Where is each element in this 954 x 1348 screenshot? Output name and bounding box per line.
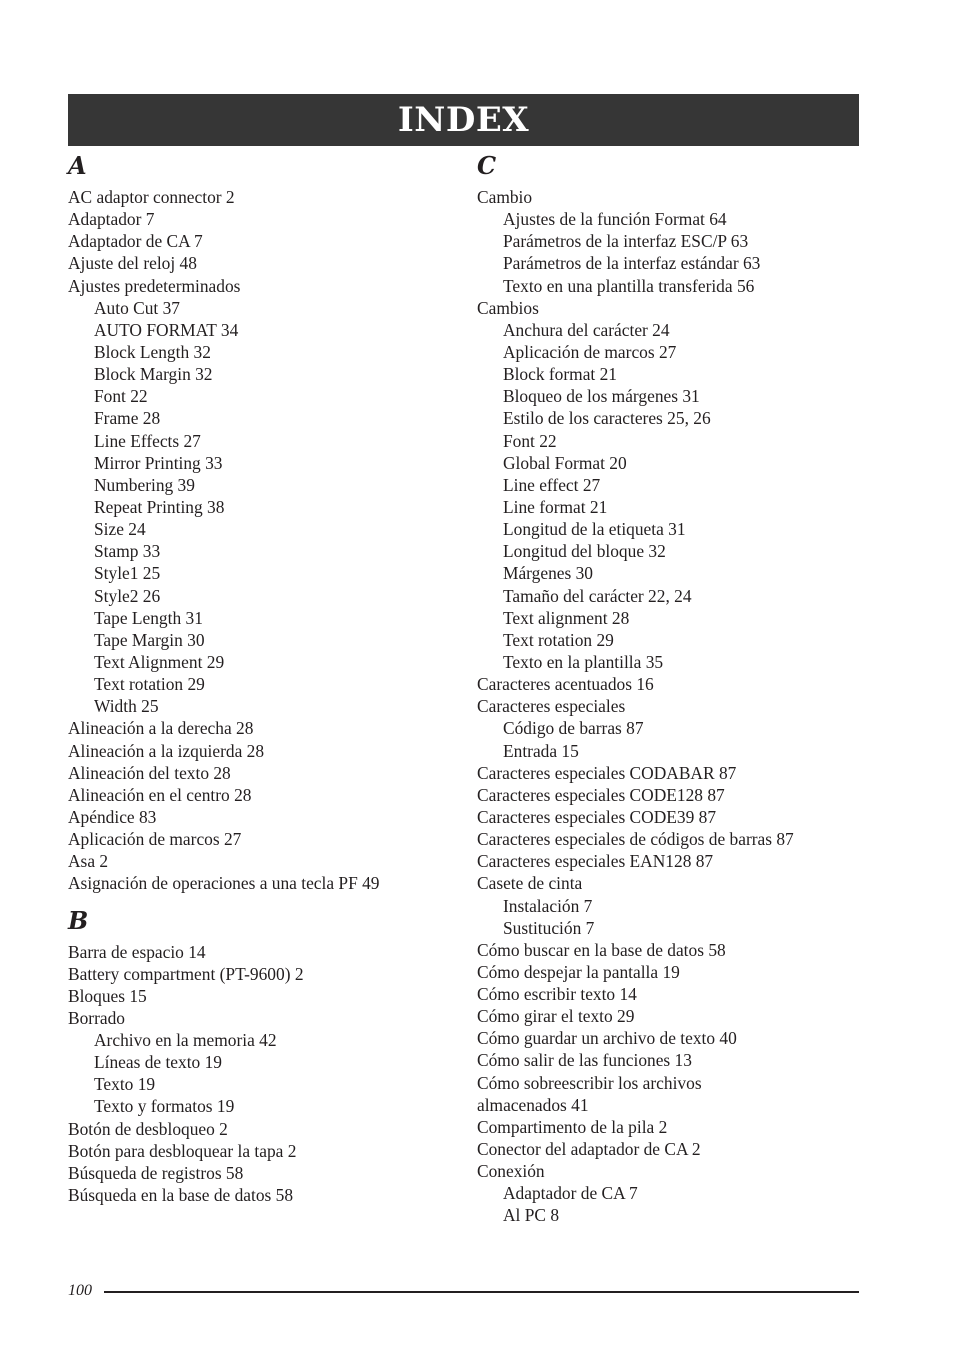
index-entry: Conector del adaptador de CA 2 [477,1139,701,1160]
index-entry: Alineación en el centro 28 [68,784,252,805]
index-entry: Aplicación de marcos 27 [68,829,242,850]
section-letter-c: C [477,151,497,180]
index-subentry: Style2 26 [94,585,161,606]
index-entry: Caracteres especiales [477,696,626,717]
index-subentry: Size 24 [94,519,146,540]
index-entry: Botón de desbloqueo 2 [68,1118,228,1139]
index-column-right [477,150,877,1227]
index-entry: Conexión [477,1161,545,1182]
index-entry: Battery compartment (PT-9600) 2 [68,963,304,984]
index-entry: Cómo guardar un archivo de texto 40 [477,1028,737,1049]
index-entry: Ajustes predeterminados [68,275,241,296]
index-subentry: Frame 28 [94,408,161,429]
index-subentry: Style1 25 [94,563,161,584]
index-entry: Caracteres especiales EAN128 87 [477,851,714,872]
index-subentry: Sustitución 7 [503,917,595,938]
index-subentry: Tape Length 31 [94,607,203,628]
index-entry: AC adaptor connector 2 [68,187,235,207]
index-subentry: Anchura del carácter 24 [503,319,670,340]
index-subentry: Parámetros de la interfaz ESC/P 63 [503,231,749,252]
index-subentry: Line effect 27 [503,474,601,495]
index-subentry: Block Margin 32 [94,364,213,385]
index-subentry: Auto Cut 37 [94,297,180,318]
index-subentry: Block Length 32 [94,341,211,362]
index-entry: Casete de cinta [477,873,583,894]
index-subentry: Text alignment 28 [503,607,630,628]
index-entry: Cambios [477,297,539,318]
index-entry: Búsqueda de registros 58 [68,1162,244,1183]
index-subentry: Font 22 [503,430,557,451]
index-entry: Adaptador de CA 7 [68,231,203,252]
index-subentry: Tamaño del carácter 22, 24 [503,585,692,606]
index-subentry: Entrada 15 [503,740,579,761]
index-entry: Alineación del texto 28 [68,762,231,783]
index-entry: Cómo girar el texto 29 [477,1006,635,1027]
index-entry: almacenados 41 [477,1094,589,1115]
index-subentry: Line Effects 27 [94,430,201,451]
index-subentry: Instalación 7 [503,895,593,916]
index-entry: Asa 2 [68,851,109,872]
index-entry: Caracteres especiales CODE128 87 [477,784,725,805]
entry-list-c [477,186,877,1227]
index-entry: Alineación a la derecha 28 [68,718,254,739]
index-title-banner [68,94,859,146]
index-subentry: Tape Margin 30 [94,629,205,650]
index-entry: Cómo buscar en la base de datos 58 [477,939,726,960]
index-subentry: AUTO FORMAT 34 [94,319,239,340]
index-entry: Barra de espacio 14 [68,941,206,962]
index-entry: Cómo escribir texto 14 [477,984,637,1005]
index-subentry: Estilo de los caracteres 25, 26 [503,408,711,429]
index-subentry: Texto 19 [94,1074,156,1095]
index-entry: Bloques 15 [68,985,147,1006]
index-entry: Cambio [477,187,533,207]
index-subentry: Longitud del bloque 32 [503,541,666,562]
index-subentry: Font 22 [94,386,148,407]
index-subentry: Longitud de la etiqueta 31 [503,519,686,540]
index-subentry: Bloqueo de los márgenes 31 [503,386,700,407]
index-subentry: Texto en la plantilla 35 [503,651,664,672]
index-entry: Cómo despejar la pantalla 19 [477,961,680,982]
index-entry: Caracteres especiales de códigos de barras 87 [477,829,794,850]
index-subentry: Márgenes 30 [503,563,593,584]
page-title: INDEX [397,100,530,140]
index-subentry: Al PC 8 [503,1205,560,1226]
index-subentry: Repeat Printing 38 [94,496,225,517]
index-subentry: Archivo en la memoria 42 [94,1030,277,1051]
index-entry: Ajuste del reloj 48 [68,253,197,274]
index-subentry: Ajustes de la función Format 64 [503,209,727,230]
index-entry: Caracteres especiales CODE39 87 [477,806,717,827]
index-subentry: Stamp 33 [94,541,161,562]
index-subentry: Text rotation 29 [94,674,205,695]
index-subentry: Width 25 [94,696,159,717]
index-subentry: Texto y formatos 19 [94,1096,235,1117]
index-subentry: Parámetros de la interfaz estándar 63 [503,253,761,274]
index-subentry: Adaptador de CA 7 [503,1183,638,1204]
index-entry: Búsqueda en la base de datos 58 [68,1185,294,1206]
index-subentry: Text Alignment 29 [94,651,225,672]
index-subentry: Aplicación de marcos 27 [503,341,677,362]
page-number: 100 [68,1282,92,1299]
entry-list-a [68,186,468,895]
index-entry: Botón para desbloquear la tapa 2 [68,1140,297,1161]
footer-rule [104,1291,859,1293]
index-entry: Cómo salir de las funciones 13 [477,1050,692,1071]
index-entry: Borrado [68,1007,125,1028]
index-column-left [68,150,468,1206]
entry-list-b [68,941,468,1207]
index-entry: Apéndice 83 [68,806,157,827]
index-entry: Alineación a la izquierda 28 [68,740,265,761]
index-entry: Caracteres acentuados 16 [477,674,654,695]
index-subentry: Código de barras 87 [503,718,644,739]
index-subentry: Line format 21 [503,496,608,517]
index-entry: Compartimento de la pila 2 [477,1116,668,1137]
index-entry: Caracteres especiales CODABAR 87 [477,762,737,783]
index-subentry: Mirror Printing 33 [94,452,223,473]
section-letter-b: B [68,905,89,935]
index-subentry: Numbering 39 [94,474,195,495]
index-subentry: Block format 21 [503,364,617,385]
index-entry: Cómo sobreescribir los archivos [477,1072,702,1093]
index-subentry: Global Format 20 [503,452,627,473]
index-subentry: Líneas de texto 19 [94,1052,222,1073]
index-subentry: Text rotation 29 [503,629,614,650]
index-entry: Adaptador 7 [68,209,155,230]
index-subentry: Texto en una plantilla transferida 56 [503,275,755,296]
index-entry: Asignación de operaciones a una tecla PF 49 [68,873,380,894]
section-letter-a: A [68,151,87,180]
